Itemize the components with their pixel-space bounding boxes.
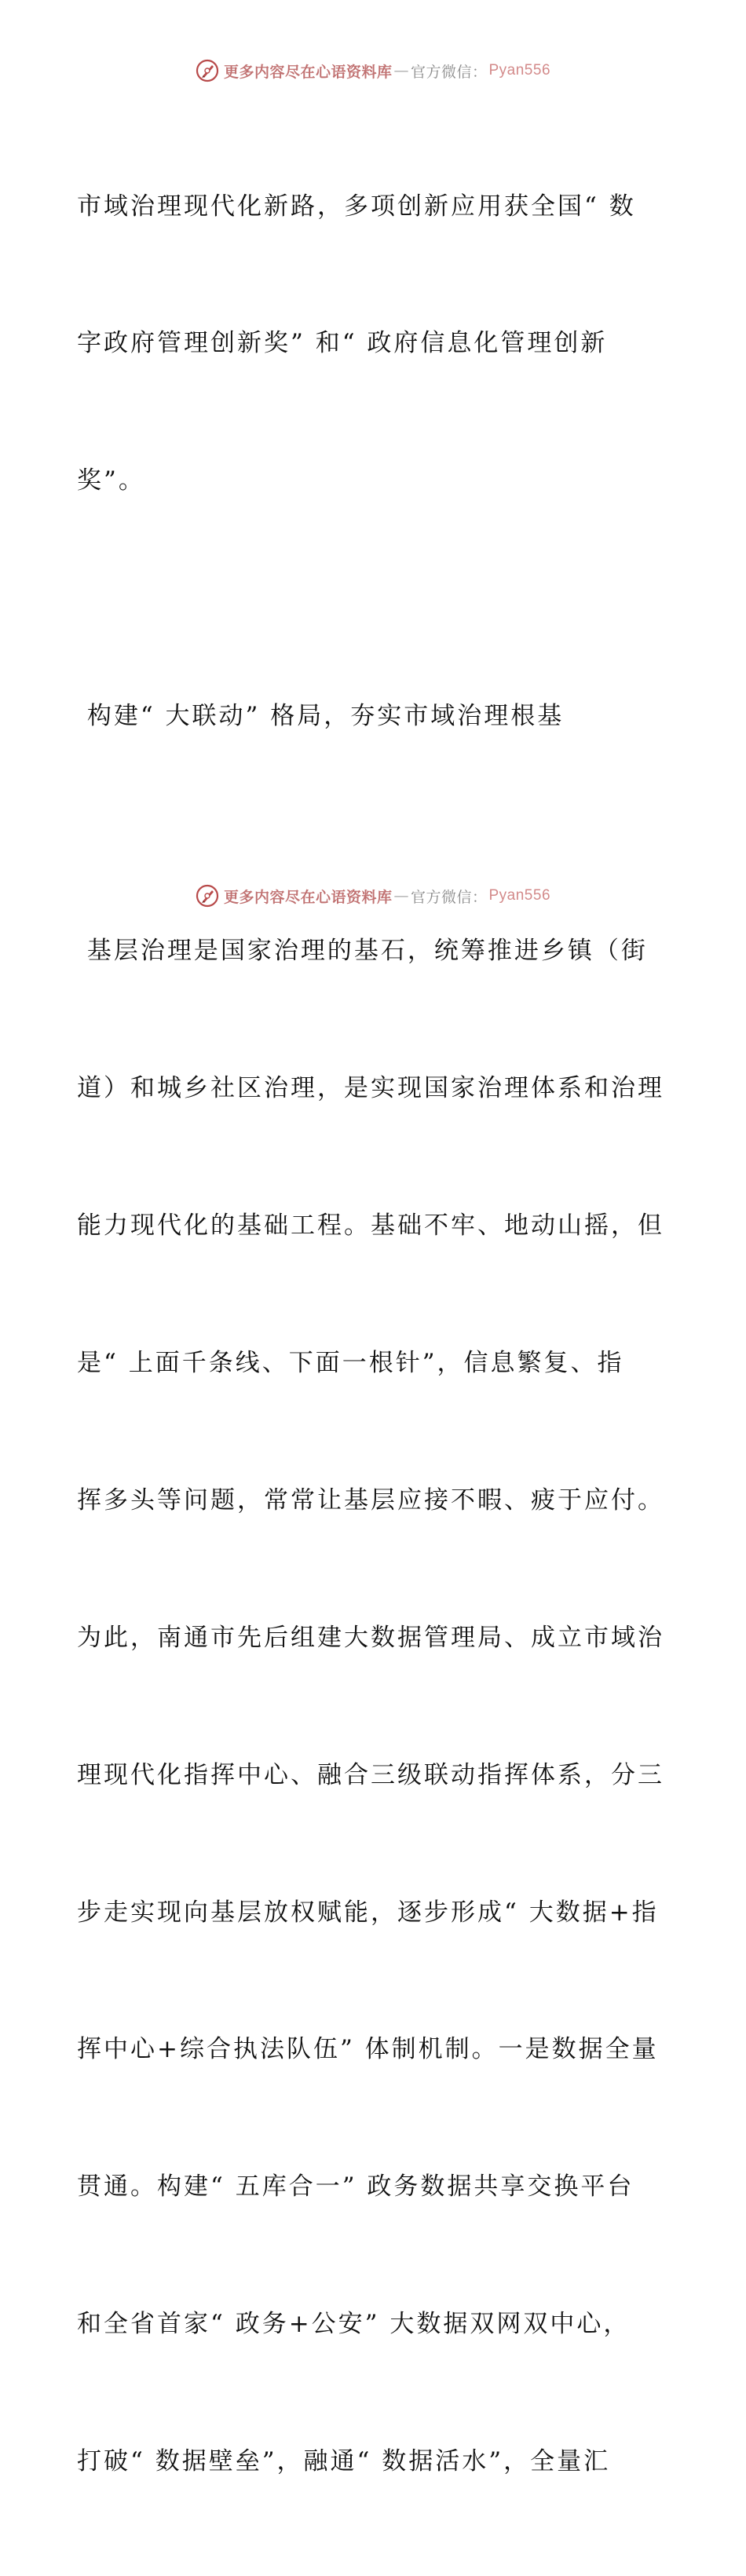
- text-line: 道）和城乡社区治理，是实现国家治理体系和治理: [77, 1074, 664, 1103]
- text-line: 和全省首家“ 政务+公安” 大数据双网双中心，: [77, 2310, 631, 2339]
- paragraph-2: [77, 837, 674, 2576]
- text-line: 步走实现向基层放权赋能，逐步形成“ 大数据+指: [77, 1898, 659, 1927]
- text-line: 字政府管理创新奖” 和“ 政府信息化管理创新: [77, 329, 608, 358]
- watermark-wechat-id: Pyan556: [488, 62, 551, 79]
- watermark-separator: —: [393, 62, 409, 79]
- quill-logo-icon: [196, 59, 219, 82]
- text-line: 构建“ 大联动” 格局，夯实市域治理根基: [77, 701, 565, 730]
- text-line: 为此，南通市先后组建大数据管理局、成立市域治: [77, 1623, 664, 1652]
- text-line: 奖”。: [77, 466, 145, 495]
- watermark-wechat-id: Pyan556: [488, 887, 551, 904]
- text-line: 挥中心+综合执法队伍” 体制机制。一是数据全量: [77, 2035, 659, 2064]
- section-heading: [77, 601, 674, 830]
- quill-logo-icon: [196, 884, 219, 908]
- text-line: 市域治理现代化新路，多项创新应用获全国“ 数: [77, 192, 636, 221]
- document-body: [77, 92, 674, 2576]
- text-line: 是“ 上面千条线、下面一根针”，信息繁复、指: [77, 1349, 624, 1378]
- text-line: 打破“ 数据壁垒”，融通“ 数据活水”，全量汇: [77, 2447, 611, 2476]
- text-line: 基层治理是国家治理的基石，统筹推进乡镇（街: [77, 937, 648, 966]
- text-line: 挥多头等问题，常常让基层应接不暇、疲于应付。: [77, 1485, 664, 1515]
- watermark-separator: —: [393, 887, 409, 904]
- text-line: 理现代化指挥中心、融合三级联动指挥体系，分三: [77, 1760, 664, 1789]
- text-line: 能力现代化的基础工程。基础不牢、地动山摇，但: [77, 1211, 664, 1240]
- watermark-subtitle: 官方微信：: [410, 63, 488, 81]
- watermark-title: 更多内容尽在心语资料库: [223, 63, 393, 81]
- text-line: 贯通。构建“ 五库合一” 政务数据共享交换平台: [77, 2172, 634, 2201]
- footer-watermark: [0, 880, 746, 912]
- header-watermark: [0, 55, 746, 86]
- watermark-subtitle: 官方微信：: [410, 888, 488, 906]
- paragraph-1: [77, 92, 674, 595]
- watermark-title: 更多内容尽在心语资料库: [223, 888, 393, 906]
